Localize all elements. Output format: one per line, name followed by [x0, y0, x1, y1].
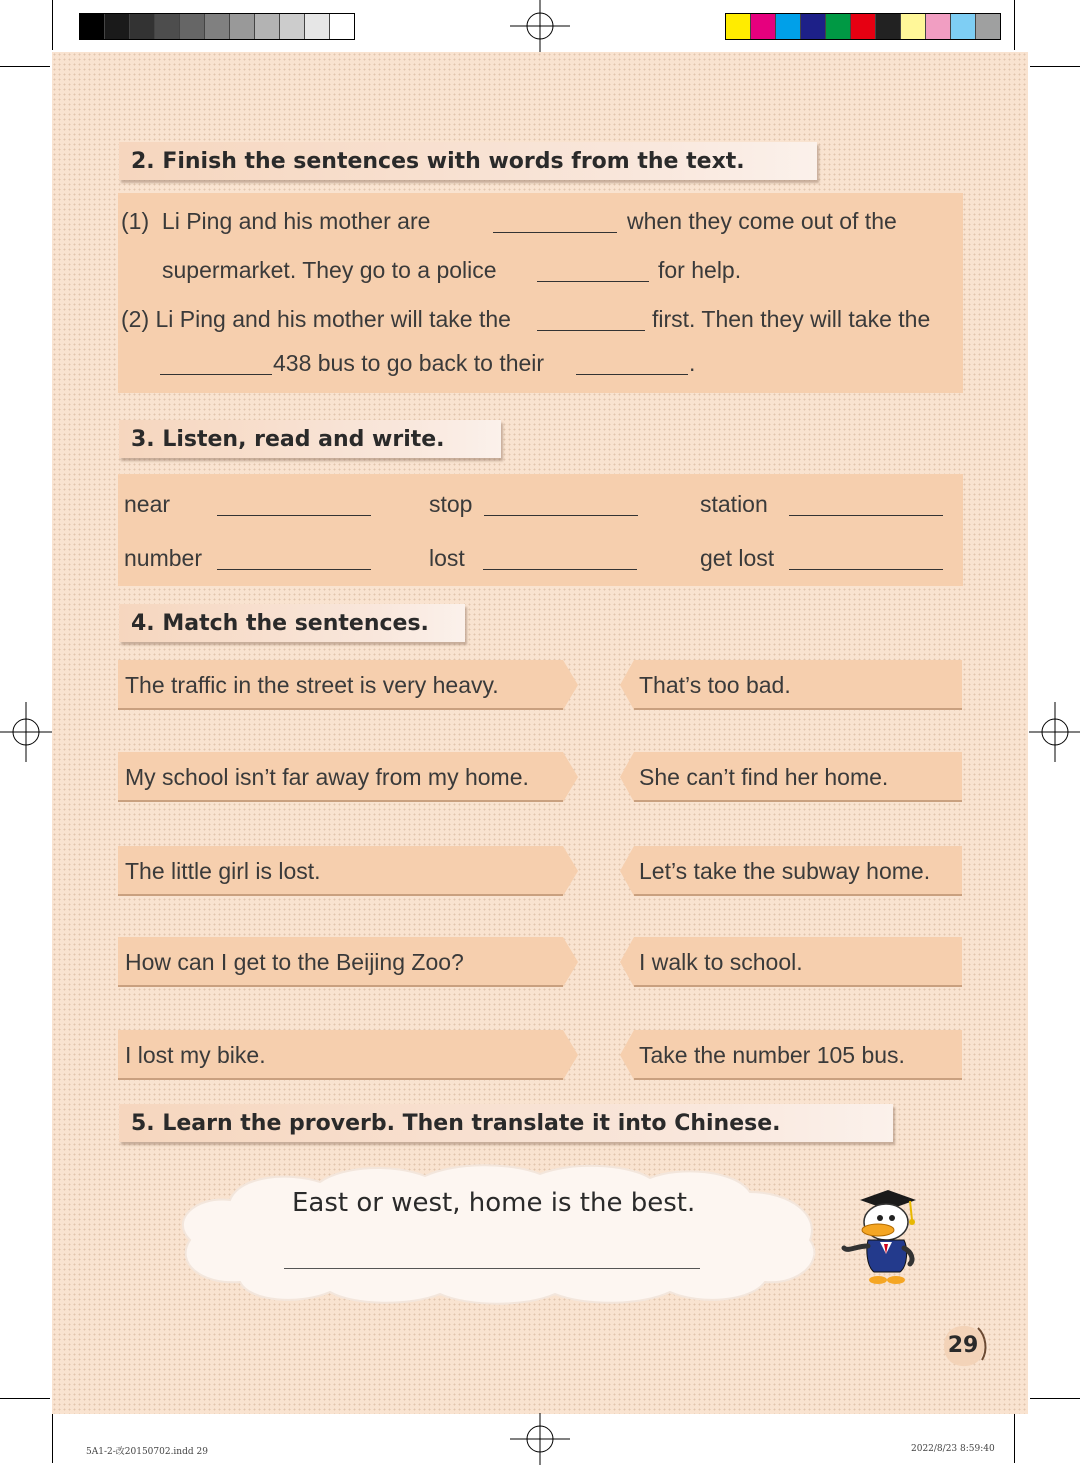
match-left-text: The traffic in the street is very heavy. — [125, 672, 499, 698]
match-right-text: Take the number 105 bus. — [639, 1042, 905, 1068]
word-near: near — [124, 491, 171, 517]
color-swatch — [280, 14, 305, 39]
process-color-bar — [725, 13, 1001, 40]
match-left-text: I lost my bike. — [125, 1042, 266, 1068]
match-right-text: That’s too bad. — [639, 672, 791, 698]
section-2-heading: 2. Finish the sentences with words from the text. — [119, 142, 817, 180]
sentence-2-period: . — [689, 350, 696, 376]
sentence-1-line-2b: for help. — [658, 257, 742, 283]
color-swatch — [926, 14, 951, 39]
answer-blank[interactable] — [484, 497, 638, 516]
answer-blank[interactable] — [160, 356, 272, 375]
footer-file-name: 5A1-2-改20150702.indd 29 — [86, 1447, 208, 1457]
color-swatch — [305, 14, 330, 39]
word-lost: lost — [429, 545, 465, 571]
sentence-2-line-1: (2) Li Ping and his mother will take the — [121, 306, 511, 332]
answer-blank[interactable] — [483, 551, 637, 570]
word-station: station — [700, 491, 768, 517]
match-left-item[interactable] — [118, 752, 578, 802]
match-right-item[interactable] — [620, 752, 962, 802]
match-left-item[interactable] — [118, 660, 578, 710]
registration-crosshair-icon — [1025, 702, 1080, 762]
color-swatch — [876, 14, 901, 39]
registration-crosshair-icon — [0, 702, 56, 762]
match-right-text: I walk to school. — [639, 949, 803, 975]
answer-blank[interactable] — [537, 312, 645, 331]
registration-crosshair-icon — [510, 1409, 570, 1469]
word-get-lost: get lost — [700, 545, 775, 571]
match-left-item[interactable] — [118, 937, 578, 987]
color-swatch — [255, 14, 280, 39]
answer-blank[interactable] — [576, 356, 688, 375]
answer-blank[interactable] — [789, 497, 943, 516]
match-right-text: She can’t find her home. — [639, 764, 889, 790]
answer-blank[interactable] — [537, 263, 649, 282]
color-swatch — [801, 14, 826, 39]
color-swatch — [951, 14, 976, 39]
color-swatch — [726, 14, 751, 39]
color-swatch — [330, 14, 354, 39]
sentence-1-line-2: supermarket. They go to a police — [162, 257, 497, 283]
color-swatch — [105, 14, 130, 39]
section-4-heading: 4. Match the sentences. — [119, 604, 465, 642]
section-5-heading: 5. Learn the proverb. Then translate it into Chinese. — [119, 1104, 893, 1142]
match-right-text: Let’s take the subway home. — [639, 858, 931, 884]
match-right-item[interactable] — [620, 660, 962, 710]
color-swatch — [976, 14, 1000, 39]
color-swatch — [826, 14, 851, 39]
match-right-item[interactable] — [620, 846, 962, 896]
color-swatch — [155, 14, 180, 39]
match-left-text: My school isn’t far away from my home. — [125, 764, 529, 790]
section-3-heading: 3. Listen, read and write. — [119, 420, 501, 458]
sentence-2-line-2: 438 bus to go back to their — [273, 350, 545, 376]
match-right-item[interactable] — [620, 937, 962, 987]
color-swatch — [901, 14, 926, 39]
sentence-1-line-1b: when they come out of the — [627, 208, 897, 234]
color-swatch — [180, 14, 205, 39]
color-swatch — [230, 14, 255, 39]
color-swatch — [851, 14, 876, 39]
color-swatch — [751, 14, 776, 39]
registration-crosshair-icon — [510, 0, 570, 56]
footer-timestamp: 2022/8/23 8:59:40 — [911, 1444, 995, 1454]
graduate-duck-mascot-icon — [838, 1188, 920, 1286]
match-left-text: The little girl is lost. — [125, 858, 321, 884]
sentence-1-line-1: (1) Li Ping and his mother are — [121, 208, 431, 234]
sentence-2-line-1b: first. Then they will take the — [652, 306, 931, 332]
color-swatch — [776, 14, 801, 39]
answer-blank[interactable] — [217, 551, 371, 570]
translation-answer-line[interactable] — [284, 1268, 700, 1269]
answer-blank[interactable] — [217, 497, 371, 516]
gray-color-bar — [79, 13, 355, 40]
match-right-item[interactable] — [620, 1030, 962, 1080]
color-swatch — [205, 14, 230, 39]
match-left-item[interactable] — [118, 846, 578, 896]
answer-blank[interactable] — [789, 551, 943, 570]
cloud-shape — [170, 1160, 820, 1305]
answer-blank[interactable] — [493, 214, 617, 233]
word-number: number — [124, 545, 202, 571]
color-swatch — [130, 14, 155, 39]
match-left-item[interactable] — [118, 1030, 578, 1080]
proverb-text: East or west, home is the best. — [292, 1188, 696, 1218]
match-left-text: How can I get to the Beijing Zoo? — [125, 949, 464, 975]
color-swatch — [80, 14, 105, 39]
page-number: 29 — [947, 1333, 979, 1358]
word-stop: stop — [429, 491, 473, 517]
